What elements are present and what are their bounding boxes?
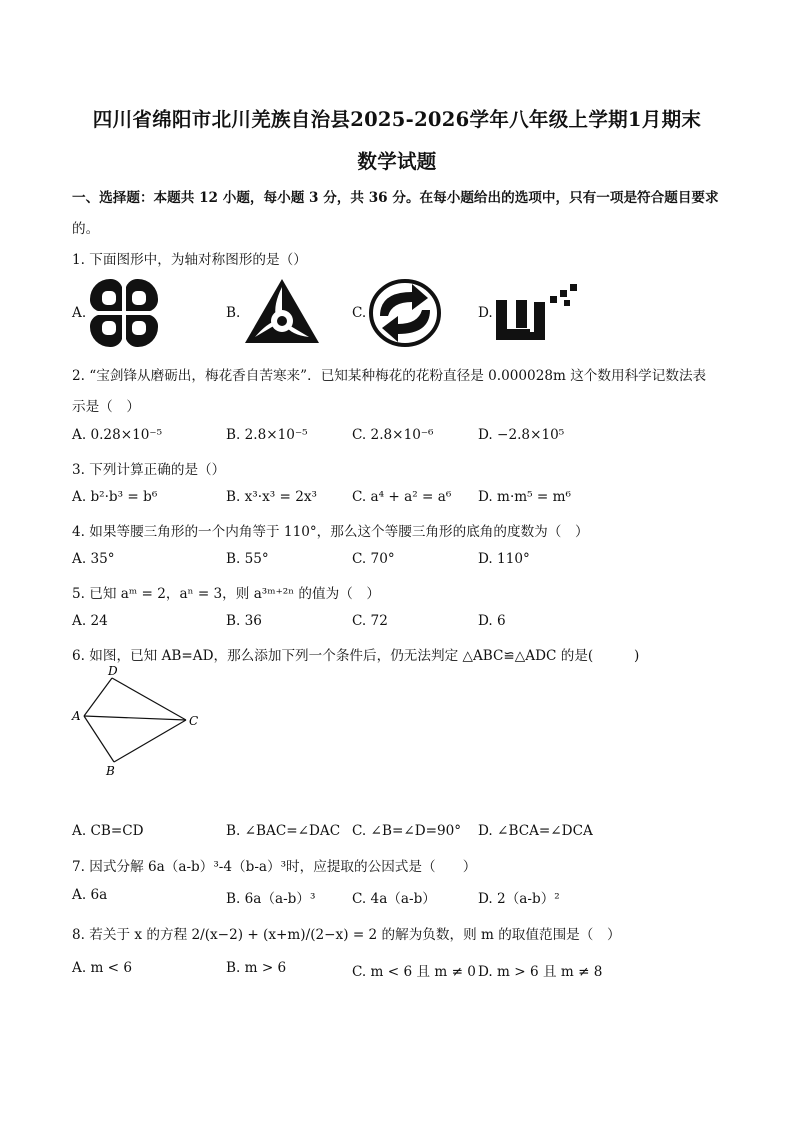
q6-label-d: D [108, 664, 118, 678]
q8-option-b: B. m > 6 [226, 960, 287, 976]
section-intro-line1: 一、选择题：本题共 12 小题，每小题 3 分，共 36 分。在每小题给出的选项中，只有一项是符合题目要求 [72, 190, 719, 206]
q1-option-a-label: A. [72, 305, 87, 321]
q2-option-a: A. 0.28×10⁻⁵ [72, 427, 163, 443]
q8-option-d: D. m > 6 且 m ≠ 8 [478, 964, 603, 980]
q8-option-a: A. m < 6 [72, 960, 133, 976]
q3-option-a: A. b²·b³ = b⁶ [72, 489, 158, 505]
q2-option-d: D. −2.8×10⁵ [478, 427, 565, 443]
q6-quadrilateral-figure [70, 664, 210, 779]
section-intro-line2: 的。 [72, 221, 100, 237]
q6-stem: 6. 如图，已知 AB=AD，那么添加下列一个条件后，仍无法判定 △ABC≌△ADC 的是( ) [72, 648, 640, 664]
q5-option-b: B. 36 [226, 613, 262, 629]
q6-label-c: C [189, 714, 199, 728]
q3-option-b: B. x³·x³ = 2x³ [226, 489, 317, 505]
q1-option-c-recycle-arrows-icon [368, 278, 442, 348]
q8-stem: 8. 若关于 x 的方程 2/(x−2) + (x+m)/(2−x) = 2 的解为负数，则 m 的取值范围是（ ） [72, 927, 621, 943]
q5-stem: 5. 已知 aᵐ = 2，aⁿ = 3，则 a³ᵐ⁺²ⁿ 的值为（ ） [72, 586, 380, 602]
q2-option-c: C. 2.8×10⁻⁶ [352, 427, 434, 443]
q6-option-a: A. CB=CD [72, 823, 144, 839]
q5-option-d: D. 6 [478, 613, 506, 629]
q7-option-a: A. 6a [72, 887, 108, 903]
q1-option-c-label: C. [352, 305, 367, 321]
q4-option-b: B. 55° [226, 551, 269, 567]
q3-option-c: C. a⁴ + a² = a⁶ [352, 489, 452, 505]
q1-option-a-clover-icon [88, 277, 160, 349]
q3-stem: 3. 下列计算正确的是（） [72, 462, 226, 478]
paper-title-line1: 四川省绵阳市北川羌族自治县2025-2026学年八年级上学期1月期末 [92, 108, 702, 131]
q4-option-c: C. 70° [352, 551, 395, 567]
q5-option-c: C. 72 [352, 613, 388, 629]
q4-stem: 4. 如果等腰三角形的一个内角等于 110°，那么这个等腰三角形的底角的度数为（ ） [72, 524, 589, 540]
q1-stem: 1. 下面图形中，为轴对称图形的是（） [72, 252, 307, 268]
paper-title-line2: 数学试题 [357, 150, 437, 173]
q1-option-b-triskelion-icon [243, 277, 321, 345]
q7-option-d: D. 2（a-b）² [478, 891, 560, 907]
q7-option-b: B. 6a（a-b）³ [226, 891, 316, 907]
q1-option-d-letter-logo-icon [494, 282, 586, 344]
q2-stem-line1: 2. “宝剑锋从磨砺出，梅花香自苦寒来”．已知某种梅花的花粉直径是 0.000028m 这个数用科学记数法表 [72, 368, 707, 384]
q6-option-c: C. ∠B=∠D=90° [352, 823, 462, 839]
q3-option-d: D. m·m⁵ = m⁶ [478, 489, 571, 505]
q4-option-a: A. 35° [72, 551, 115, 567]
q4-option-d: D. 110° [478, 551, 530, 567]
q6-label-b: B [106, 764, 115, 778]
q1-option-d-label: D. [478, 305, 493, 321]
q6-option-b: B. ∠BAC=∠DAC [226, 823, 341, 839]
q6-option-d: D. ∠BCA=∠DCA [478, 823, 593, 839]
q5-option-a: A. 24 [72, 613, 108, 629]
q2-stem-line2: 示是（ ） [72, 399, 140, 415]
q2-option-b: B. 2.8×10⁻⁵ [226, 427, 308, 443]
q6-label-a: A [72, 709, 81, 723]
q7-option-c: C. 4a（a-b） [352, 891, 436, 907]
q1-option-b-label: B. [226, 305, 241, 321]
q8-option-c: C. m < 6 且 m ≠ 0 [352, 964, 476, 980]
q7-stem: 7. 因式分解 6a（a-b）³-4（b-a）³时，应提取的公因式是（ ） [72, 859, 477, 875]
